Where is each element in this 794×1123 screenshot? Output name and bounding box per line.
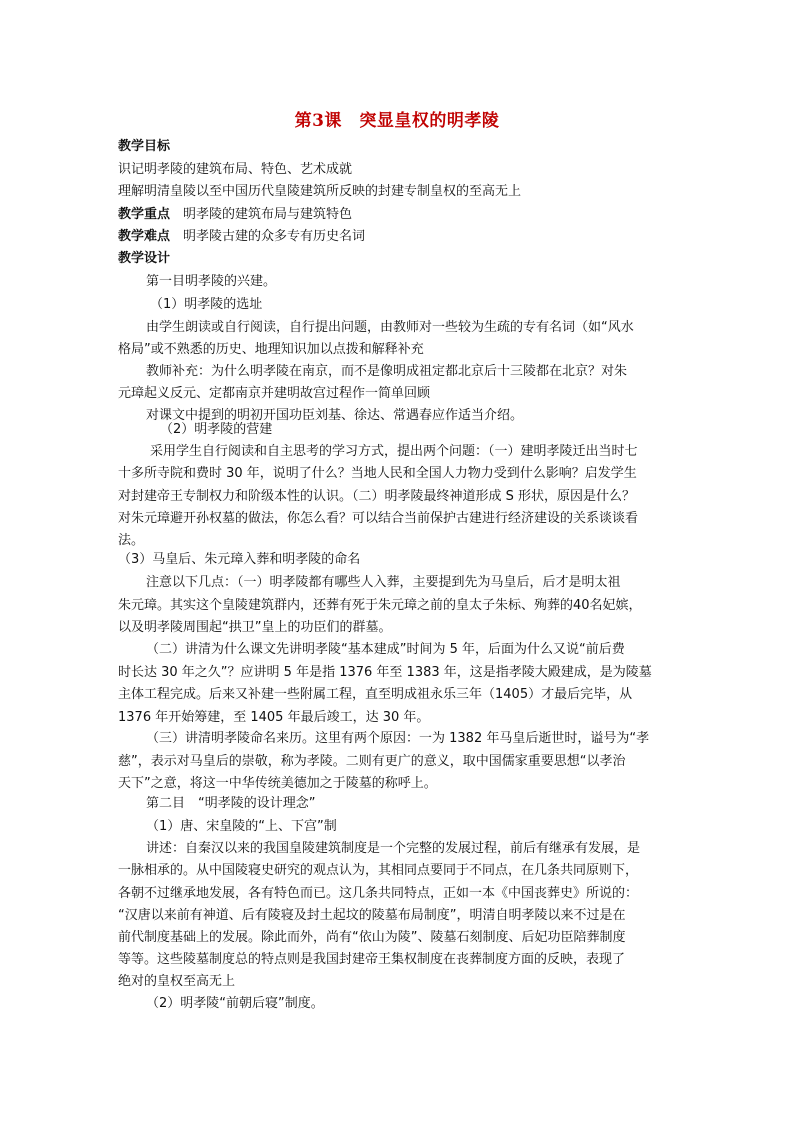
body-line: 等等。这些陵墓制度总的特点则是我国封建帝王集权制度在丧葬制度方面的反映，表现了 — [118, 952, 626, 967]
body-line: （1）唐、宋皇陵的“上、下宫”制 — [146, 819, 337, 834]
body-line: 讲述：自秦汉以来的我国皇陵建筑制度是一个完整的发展过程，前后有继承有发展，是 — [146, 841, 641, 856]
goal-2: 理解明清皇陵以至中国历代皇陵建筑所反映的封建专制皇权的至高无上 — [118, 184, 522, 199]
body-line: 采用学生自行阅读和自主思考的学习方式，提出两个问题：（一）建明孝陵迁出当时七 — [150, 444, 638, 459]
body-line: （1）明孝陵的选址 — [150, 297, 263, 312]
body-line: 主体工程完成。后来又补建一些附属工程，直至明成祖永乐三年（1405）才最后完毕，从 — [118, 687, 633, 702]
body-line: 朱元璋。其实这个皇陵建筑群内，还葬有死于朱元璋之前的皇太子朱标、殉葬的40名妃嫔， — [118, 598, 642, 613]
body-line: 一脉相承的。从中国陵寝史研究的观点认为，其相同点要同于不同点，在几条共同原则下， — [118, 863, 639, 878]
goal-1: 识记明孝陵的建筑布局、特色、艺术成就 — [118, 162, 353, 177]
body-line: （2）明孝陵“前朝后寝”制度。 — [146, 996, 324, 1011]
lesson-title: 第3课 突显皇权的明孝陵 — [294, 111, 500, 131]
body-line: 教师补充：为什么明孝陵在南京，而不是像明成祖定都北京后十三陵都在北京？对朱 — [146, 364, 628, 379]
body-line: 慈”，表示对马皇后的崇敬，称为孝陵。二则有更广的意义，取中国儒家重要思想“以孝治 — [118, 754, 626, 769]
body-line: 法。 — [118, 533, 145, 548]
body-line: 元璋起义反元、定都南京并建明故宫过程作一简单回顾 — [118, 386, 431, 401]
body-line: 格局”或不熟悉的历史、地理知识加以点拨和解释补充 — [118, 342, 424, 357]
body-line: 第二目 “明孝陵的设计理念” — [146, 796, 316, 811]
difficult-points — [118, 229, 365, 245]
body-line: （2）明孝陵的营建 — [160, 422, 273, 437]
body-line: 绝对的皇权至高无上 — [118, 974, 236, 989]
key-text: 明孝陵的建筑布局与建筑特色 — [183, 207, 353, 222]
body-line: 注意以下几点：（一）明孝陵都有哪些人入葬，主要提到先为马皇后，后才是明太祖 — [146, 575, 621, 590]
body-line: 第一目明孝陵的兴建。 — [146, 274, 277, 289]
body-line: 以及明孝陵周围起“拱卫”皇上的功臣们的群墓。 — [118, 620, 392, 635]
body-line: 天下”之意，将这一中华传统美德加之于陵墓的称呼上。 — [118, 776, 437, 791]
difficult-text: 明孝陵古建的众多专有历史名词 — [183, 229, 366, 244]
body-line: 对封建帝王专制权力和阶级本性的认识。（二）明孝陵最终神道形成 S 形状，原因是什么？ — [118, 489, 636, 504]
design-heading: 教学设计 — [118, 251, 171, 266]
key-heading: 教学重点 — [118, 207, 171, 222]
body-line: （3）马皇后、朱元璋入葬和明孝陵的命名 — [118, 552, 361, 567]
body-line: 前代制度基础上的发展。除此而外，尚有“依山为陵”、陵墓石刻制度、后妃功臣陪葬制度 — [118, 930, 626, 945]
body-line: 1376 年开始筹建，至 1405 年最后竣工，达 30 年。 — [118, 710, 430, 725]
goals-heading: 教学目标 — [118, 139, 171, 154]
body-line: “汉唐以来前有神道、后有陵寝及封土起坟的陵墓布局制度”，明清自明孝陵以来不过是在 — [118, 908, 626, 923]
key-points — [118, 207, 352, 223]
body-line: （二）讲清为什么课文先讲明孝陵“基本建成”时间为 5 年，后面为什么又说“前后费 — [146, 642, 625, 657]
body-line: 由学生朗读或自行阅读，自行提出问题，由教师对一些较为生疏的专有名词（如“风水 — [146, 320, 634, 335]
body-line: 对课文中提到的明初开国功臣刘基、徐达、常遇春应作适当介绍。 — [146, 408, 524, 423]
body-line: （三）讲清明孝陵命名来历。这里有两个原因：一为 1382 年马皇后逝世时，谥号为“孝 — [146, 731, 650, 746]
body-line: 十多所寺院和费时 30 年，说明了什么？当地人民和全国人力物力受到什么影响？启发学生 — [118, 466, 637, 481]
body-line: 时长达 30 年之久”？应讲明 5 年是指 1376 年至 1383 年，这是指孝陵大殿建成，是为陵墓 — [118, 665, 652, 680]
body-line: 各朝不过继承地发展，各有特色而已。这几条共同特点，正如一本《中国丧葬史》所说的： — [118, 886, 639, 901]
body-line: 对朱元璋避开孙权墓的做法，你怎么看？可以结合当前保护古建进行经济建设的关系谈谈看 — [118, 511, 639, 526]
difficult-heading: 教学难点 — [118, 229, 171, 244]
